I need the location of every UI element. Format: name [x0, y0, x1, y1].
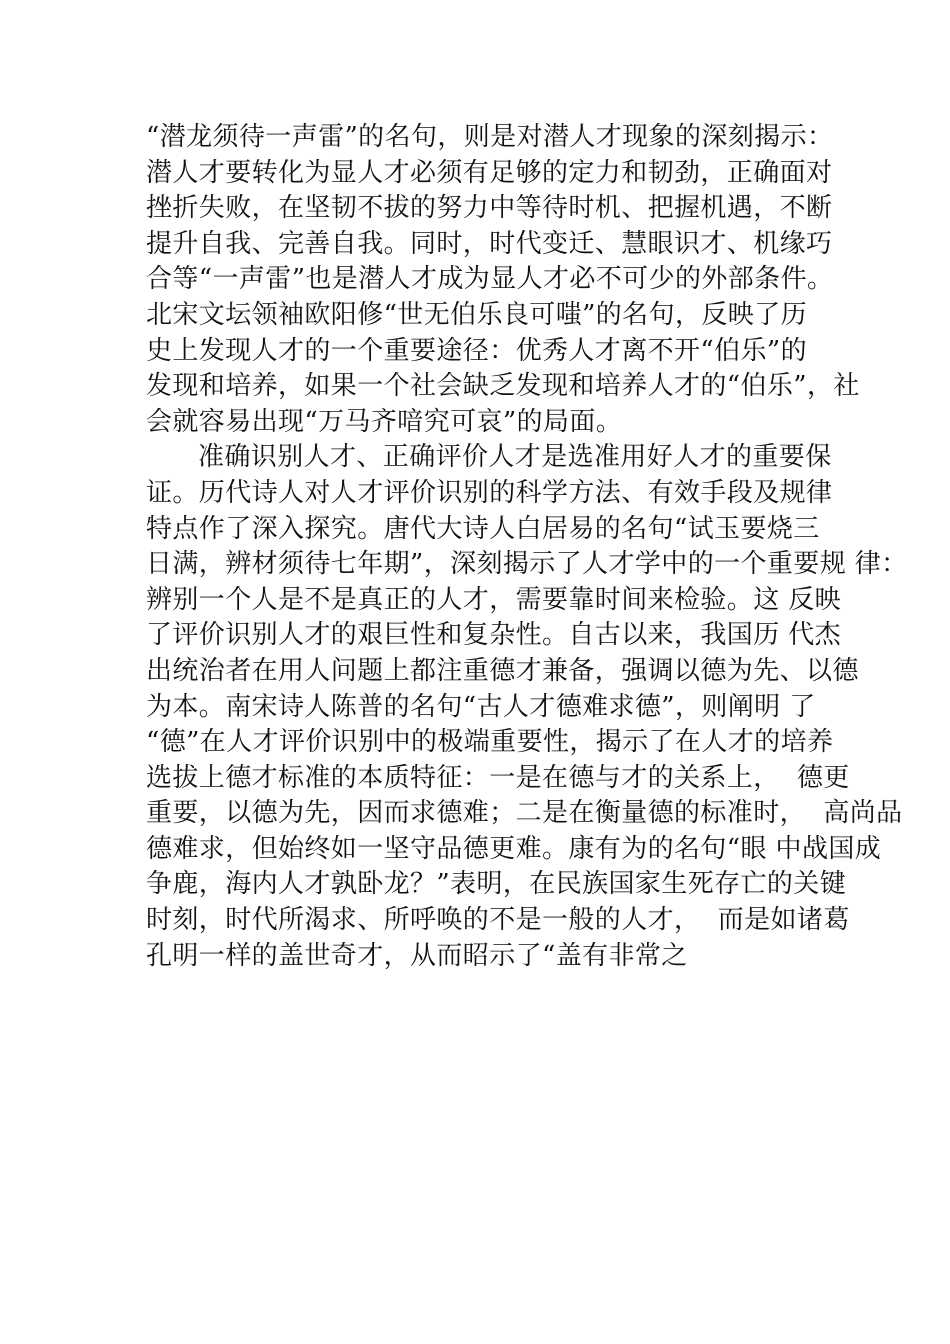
- text-line: 时刻，时代所渴求、所呼唤的不是一般的人才， 而是如诸葛: [146, 905, 850, 936]
- text-line: 提升自我、完善自我。同时，时代变迁、慧眼识才、机缘巧: [146, 228, 833, 259]
- text-line: 史上发现人才的一个重要途径：优秀人才离不开“伯乐”的: [146, 335, 807, 366]
- text-line: 出统治者在用人问题上都注重德才兼备，强调以德为先、以德: [146, 655, 859, 686]
- body-text: [146, 120, 908, 974]
- text-line: 发现和培养，如果一个社会缺乏发现和培养人才的“伯乐”，社: [146, 371, 860, 402]
- text-line: 潜人才要转化为显人才必须有足够的定力和韧劲，正确面对: [146, 157, 833, 188]
- text-line: 辨别一个人是不是真正的人才，需要靠时间来检验。这 反映: [146, 584, 842, 615]
- text-line: 争鹿，海内人才孰卧龙？”表明，在民族国家生死存亡的关键: [146, 869, 847, 900]
- text-line: “德”在人才评价识别中的极端重要性，揭示了在人才的培养: [146, 727, 834, 758]
- text-line: 孔明一样的盖世奇才，从而昭示了“盖有非常之: [146, 940, 688, 971]
- paragraph-start-line: 准确识别人才、正确评价人才是选准用好人才的重要保: [198, 442, 832, 473]
- text-line: 为本。南宋诗人陈普的名句“古人才德难求德”，则阐明 了: [146, 691, 816, 722]
- text-line: 重要，以德为先，因而求德难；二是在衡量德的标准时， 高尚品: [146, 798, 903, 829]
- text-line: 北宋文坛领袖欧阳修“世无伯乐良可嗤”的名句，反映了历: [146, 299, 807, 330]
- text-line: 选拔上德才标准的本质特征：一是在德与才的关系上， 德更: [146, 762, 850, 793]
- text-line: 会就容易出现“万马齐喑究可哀”的局面。: [146, 406, 623, 437]
- text-line: 德难求，但始终如一坚守品德更难。康有为的名句“眼 中战国成: [146, 833, 882, 864]
- text-line: “潜龙须待一声雷”的名句，则是对潜人才现象的深刻揭示：: [146, 122, 834, 152]
- text-line: 证。历代诗人对人才评价识别的科学方法、有效手段及规律: [146, 477, 833, 508]
- text-line: 特点作了深入探究。唐代大诗人白居易的名句“试玉要烧三: [146, 513, 820, 544]
- text-line: 合等“一声雷”也是潜人才成为显人才必不可少的外部条件。: [146, 264, 834, 295]
- text-line: 挫折失败，在坚韧不拔的努力中等待时机、把握机遇，不断: [146, 193, 833, 224]
- text-line: 日满，辨材须待七年期”，深刻揭示了人才学中的一个重要规 律：: [146, 549, 908, 580]
- text-line: 了评价识别人才的艰巨性和复杂性。自古以来，我国历 代杰: [146, 620, 842, 651]
